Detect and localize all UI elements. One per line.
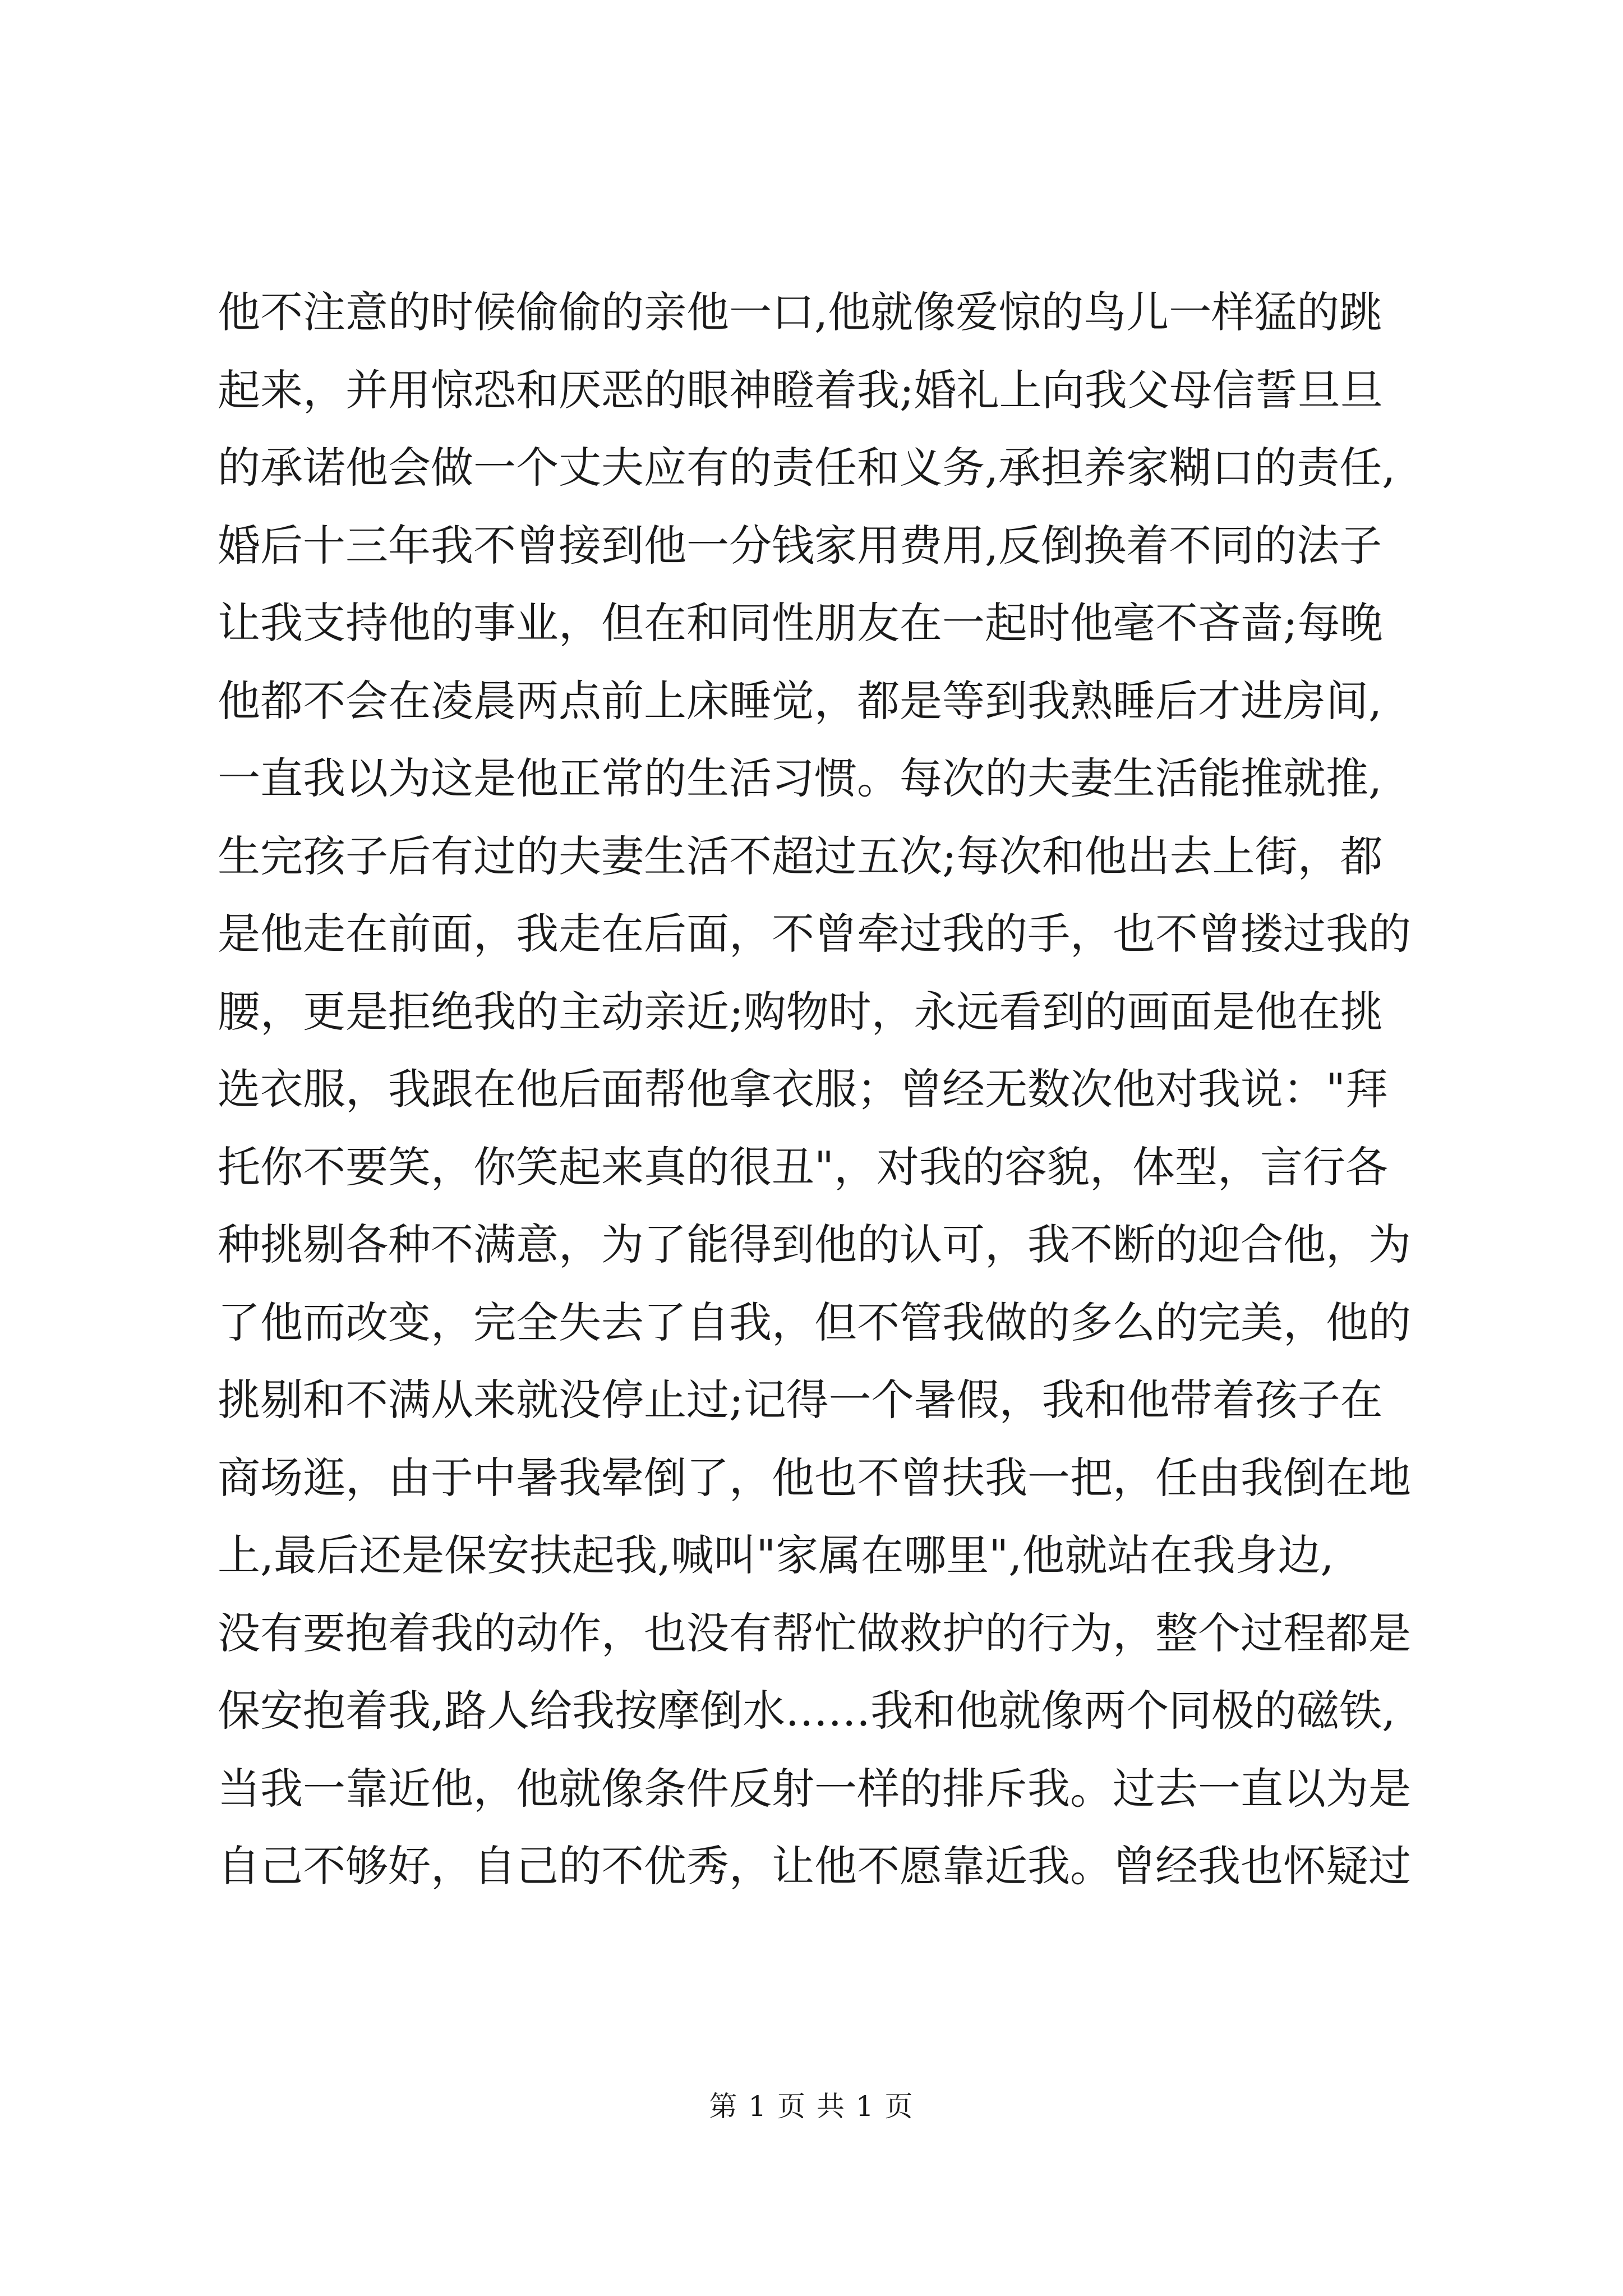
text-line: 他不注意的时候偷偷的亲他一口,他就像爱惊的鸟儿一样猛的跳 [218, 287, 1382, 337]
text-line: 起来，并用惊恐和厌恶的眼神瞪着我;婚礼上向我父母信誓旦旦 [218, 365, 1383, 415]
body-text [218, 274, 1440, 1906]
text-line: 种挑剔各种不满意，为了能得到他的认可，我不断的迎合他，为 [218, 1220, 1411, 1269]
text-line: 托你不要笑，你笑起来真的很丑"，对我的容貌，体型，言行各 [218, 1142, 1388, 1192]
text-line: 让我支持他的事业，但在和同性朋友在一起时他毫不吝啬;每晚 [218, 598, 1383, 648]
text-line: 商场逛，由于中暑我晕倒了，他也不曾扶我一把，任由我倒在地 [218, 1452, 1411, 1503]
text-line: 一直我以为这是他正常的生活习惯。每次的夫妻生活能推就推, [218, 753, 1382, 803]
text-line: 他都不会在凌晨两点前上床睡觉，都是等到我熟睡后才进房间, [218, 675, 1382, 726]
text-line: 婚后十三年我不曾接到他一分钱家用费用,反倒换着不同的法子 [218, 520, 1382, 570]
text-line: 腰，更是拒绝我的主动亲近;购物时，永远看到的画面是他在挑 [218, 986, 1383, 1037]
text-line: 是他走在前面，我走在后面，不曾牵过我的手，也不曾搂过我的 [218, 909, 1411, 959]
text-line: 选衣服，我跟在他后面帮他拿衣服；曾经无数次他对我说："拜 [218, 1064, 1388, 1114]
page-footer: 第 1 页 共 1 页 [709, 2090, 914, 2123]
text-line: 的承诺他会做一个丈夫应有的责任和义务,承担养家糊口的责任, [218, 443, 1396, 493]
text-line: 了他而改变，完全失去了自我，但不管我做的多么的完美，他的 [218, 1297, 1411, 1347]
text-line: 上,最后还是保安扶起我,喊叫"家属在哪里",他就站在我身边, [218, 1530, 1334, 1580]
text-line: 保安抱着我,路人给我按摩倒水……我和他就像两个同极的磁铁, [218, 1686, 1396, 1736]
text-line: 生完孩子后有过的夫妻生活不超过五次;每次和他出去上街，都 [218, 831, 1383, 881]
text-line: 挑剔和不满从来就没停止过;记得一个暑假，我和他带着孩子在 [218, 1375, 1383, 1425]
text-line: 自己不够好，自己的不优秀，让他不愿靠近我。曾经我也怀疑过 [218, 1841, 1411, 1891]
text-line: 没有要抱着我的动作，也没有帮忙做救护的行为，整个过程都是 [218, 1608, 1411, 1658]
text-line: 当我一靠近他，他就像条件反射一样的排斥我。过去一直以为是 [218, 1763, 1411, 1814]
